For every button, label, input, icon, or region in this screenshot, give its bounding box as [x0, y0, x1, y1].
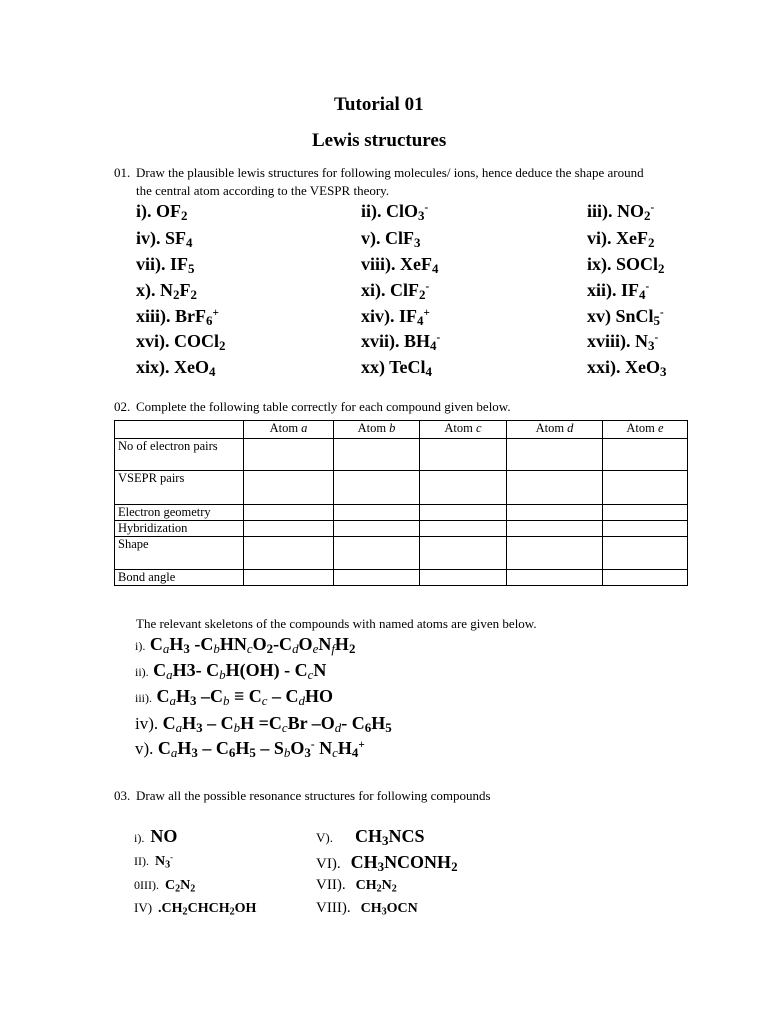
resonance-item: [134, 876, 195, 894]
formula-part: 2: [190, 287, 197, 303]
table-cell[interactable]: [334, 521, 420, 537]
formula-part: 5: [653, 313, 661, 329]
formula-part: 5: [249, 745, 256, 761]
formula-part: c: [281, 720, 288, 736]
formula-part: O: [298, 634, 313, 654]
formula-part: 3: [191, 745, 198, 761]
table-cell[interactable]: [334, 471, 420, 505]
formula-part: CH: [360, 901, 382, 916]
skeleton-label: iii).: [135, 691, 152, 705]
molecule-item: [361, 280, 429, 301]
formula-part: 6: [206, 313, 213, 329]
formula-part: 2: [182, 906, 188, 918]
formula-part: b: [283, 745, 291, 761]
formula-part: a: [169, 693, 176, 709]
table-corner-cell: [115, 421, 244, 439]
molecule-item: [361, 228, 420, 249]
molecule-item: [136, 280, 197, 301]
formula-part: HO: [304, 686, 333, 706]
table-cell[interactable]: [244, 521, 334, 537]
skeleton-intro: The relevant skeletons of the compounds with named atoms are given below.: [136, 616, 537, 631]
formula-part: c: [332, 745, 338, 761]
resonance-label: II).: [134, 854, 149, 868]
molecule-label: xx): [361, 357, 390, 377]
formula-part: 4: [431, 261, 439, 277]
molecule-label: xi).: [361, 280, 390, 300]
table-cell[interactable]: [507, 537, 603, 570]
formula-part: 2: [647, 235, 655, 251]
formula-part: e: [312, 641, 319, 657]
formula-part: -: [436, 331, 441, 344]
table-row-label: VSEPR pairs: [115, 471, 244, 505]
formula-part: 2: [181, 208, 188, 224]
formula-part: +: [358, 738, 365, 751]
formula-part: N: [635, 331, 648, 351]
formula-part: OF: [156, 201, 181, 221]
formula-part: - C: [341, 713, 365, 733]
formula-part: c: [307, 667, 314, 683]
molecule-item: [361, 331, 440, 352]
resonance-item: [134, 852, 173, 870]
formula-part: N: [313, 660, 327, 680]
table-header-row: [115, 421, 688, 439]
resonance-label: 0III).: [134, 878, 159, 892]
formula-part: 3: [418, 208, 425, 224]
table-cell[interactable]: [603, 505, 688, 521]
formula-part: a: [162, 641, 170, 657]
table-cell[interactable]: [334, 505, 420, 521]
skeleton-item: [135, 634, 355, 655]
molecule-item: [136, 228, 193, 249]
formula-part: 3: [381, 906, 387, 918]
formula-part: CH: [350, 852, 378, 872]
formula-part: H: [177, 738, 192, 758]
question-2-number: 02.: [114, 399, 131, 414]
resonance-item: [316, 876, 397, 894]
formula-part: H3- C: [172, 660, 220, 680]
page-title: Tutorial 01: [334, 94, 424, 115]
table-cell[interactable]: [603, 570, 688, 586]
molecule-label: vii).: [136, 254, 170, 274]
molecule-item: [587, 357, 666, 378]
formula-part: CH: [354, 826, 382, 846]
question-3-number: 03.: [114, 788, 131, 803]
formula-part: SOCl: [616, 254, 659, 274]
formula-part: H: [169, 634, 184, 654]
table-cell[interactable]: [507, 505, 603, 521]
skeleton-label: v).: [135, 739, 154, 758]
table-cell[interactable]: [507, 570, 603, 586]
table-header-letter: c: [476, 421, 482, 435]
formula-part: 4: [351, 745, 359, 761]
formula-part: BrF: [175, 306, 206, 326]
resonance-label: VII).: [316, 877, 346, 893]
table-header-letter: e: [658, 421, 664, 435]
resonance-label: i).: [134, 831, 145, 845]
table-cell[interactable]: [420, 570, 507, 586]
formula-part: HN: [219, 634, 247, 654]
molecule-label: xv): [587, 306, 616, 326]
resonance-item: [316, 826, 424, 847]
skeleton-label: ii).: [135, 665, 149, 679]
resonance-formula: [150, 826, 177, 846]
formula-part: 2: [190, 883, 196, 895]
molecule-label: ix).: [587, 254, 616, 274]
question-2-text: Complete the following table correctly for each compound given below.: [136, 399, 511, 414]
formula-part: C: [156, 686, 170, 706]
molecule-item: [136, 306, 219, 327]
formula-part: 2: [451, 859, 458, 875]
table-row: [115, 537, 688, 570]
question-1-text-line1: Draw the plausible lewis structures for following molecules/ ions, hence deduce the shape around: [136, 165, 644, 180]
formula-part: SF: [165, 228, 187, 248]
formula-part: ≡ C: [229, 686, 262, 706]
molecule-item: [587, 228, 654, 249]
formula-part: O: [290, 738, 305, 758]
molecule-item: [136, 201, 187, 222]
table-row-label: Hybridization: [115, 521, 244, 537]
formula-part: C: [149, 634, 163, 654]
skeleton-item: [135, 686, 333, 707]
molecule-label: ii).: [361, 201, 386, 221]
formula-part: c: [246, 641, 253, 657]
formula-part: f: [331, 641, 335, 657]
table-cell[interactable]: [603, 537, 688, 570]
formula-part: 2: [173, 287, 180, 303]
formula-part: 2: [348, 641, 356, 657]
table-row-label: Bond angle: [115, 570, 244, 586]
formula-part: CHCH: [187, 901, 230, 916]
formula-part: 4: [186, 235, 193, 251]
skeleton-item: [135, 713, 392, 734]
formula-part: d: [292, 641, 299, 657]
formula-part: OH: [234, 901, 257, 916]
table-cell[interactable]: [603, 439, 688, 471]
table-cell[interactable]: [334, 537, 420, 570]
table-cell[interactable]: [603, 521, 688, 537]
formula-part: XeF: [400, 254, 432, 274]
table-header-letter: d: [567, 421, 574, 435]
formula-part: 4: [209, 364, 216, 380]
resonance-formula: [155, 854, 173, 869]
formula-part: H: [371, 713, 386, 733]
molecule-label: viii).: [361, 254, 400, 274]
formula-part: a: [166, 667, 173, 683]
formula-part: b: [213, 641, 220, 657]
formula-part: BH: [404, 331, 431, 351]
table-cell[interactable]: [603, 471, 688, 505]
molecule-item: [136, 254, 194, 275]
formula-part: N: [381, 878, 392, 893]
molecule-label: xxi).: [587, 357, 625, 377]
formula-part: 6: [228, 745, 236, 761]
formula-part: b: [233, 720, 241, 736]
table-cell[interactable]: [507, 471, 603, 505]
molecule-item: [587, 201, 654, 222]
table-cell[interactable]: [420, 439, 507, 471]
table-header-atom-a: [244, 421, 334, 439]
formula-part: N: [160, 280, 173, 300]
formula-part: – C: [202, 713, 234, 733]
table-cell[interactable]: [420, 537, 507, 570]
resonance-item: [316, 852, 458, 873]
formula-part: 3: [165, 859, 171, 871]
resonance-item: [316, 899, 418, 917]
table-cell[interactable]: [244, 537, 334, 570]
molecule-label: v).: [361, 228, 385, 248]
formula-part: 6: [364, 720, 372, 736]
formula-part: 3: [660, 364, 667, 380]
formula-part: OCN: [386, 901, 418, 916]
formula-part: 3: [190, 693, 197, 709]
formula-part: b: [222, 693, 230, 709]
question-3-text: Draw all the possible resonance structures for following compounds: [136, 788, 491, 803]
answer-table: [114, 420, 688, 586]
formula-part: N: [155, 854, 166, 869]
table-cell[interactable]: [244, 439, 334, 471]
formula-part: F: [179, 280, 191, 300]
skeleton-item: [135, 660, 326, 681]
formula-part: d: [298, 693, 305, 709]
resonance-formula: [165, 878, 195, 893]
resonance-label: VIII).: [316, 900, 351, 916]
molecule-label: x).: [136, 280, 160, 300]
table-header-letter: a: [301, 421, 308, 435]
formula-part: 2: [219, 338, 226, 354]
formula-part: IF: [399, 306, 417, 326]
molecule-item: [136, 331, 225, 352]
formula-part: H: [235, 738, 250, 758]
formula-part: – C: [267, 686, 299, 706]
table-row-label: Shape: [115, 537, 244, 570]
formula-part: H: [182, 713, 197, 733]
molecule-label: i).: [136, 201, 156, 221]
formula-part: a: [175, 720, 183, 736]
table-cell[interactable]: [507, 521, 603, 537]
formula-part: -: [170, 852, 174, 863]
formula-part: N: [314, 738, 333, 758]
formula-part: H(OH) - C: [225, 660, 308, 680]
formula-part: 3: [183, 641, 190, 657]
resonance-formula: [361, 901, 418, 916]
skeleton-label: i).: [135, 639, 146, 653]
resonance-label: V).: [316, 830, 333, 845]
skeleton-label: iv).: [135, 714, 159, 733]
formula-part: N: [318, 634, 332, 654]
table-cell[interactable]: [334, 570, 420, 586]
table-header-prefix: Atom: [626, 421, 659, 435]
formula-part: NO: [617, 201, 644, 221]
table-row: [115, 570, 688, 586]
formula-part: – S: [255, 738, 284, 758]
table-row: [115, 505, 688, 521]
formula-part: -: [310, 738, 315, 751]
table-cell[interactable]: [420, 505, 507, 521]
formula-part: 4: [639, 287, 646, 303]
table-cell[interactable]: [244, 505, 334, 521]
table-row: [115, 439, 688, 471]
formula-part: 4: [425, 364, 432, 380]
molecule-item: [361, 306, 430, 327]
formula-part: H: [175, 686, 190, 706]
question-1-number: 01.: [114, 165, 131, 180]
formula-part: XeO: [625, 357, 660, 377]
formula-part: XeO: [174, 357, 209, 377]
formula-part: CH: [355, 878, 377, 893]
formula-part: 5: [188, 261, 195, 277]
page-subtitle: Lewis structures: [312, 130, 447, 151]
table-header-prefix: Atom: [535, 421, 568, 435]
molecule-label: xiv).: [361, 306, 399, 326]
table-cell[interactable]: [334, 439, 420, 471]
formula-part: 2: [229, 906, 235, 918]
table-cell[interactable]: [507, 439, 603, 471]
table-cell[interactable]: [244, 471, 334, 505]
molecule-label: xvii).: [361, 331, 404, 351]
molecule-item: [587, 331, 658, 352]
formula-part: 3: [381, 833, 389, 849]
formula-part: -: [424, 201, 429, 214]
formula-part: 2: [266, 641, 274, 657]
table-header-prefix: Atom: [444, 421, 477, 435]
formula-part: H: [337, 738, 352, 758]
molecule-item: [587, 254, 665, 275]
resonance-label: VI).: [316, 856, 341, 872]
resonance-formula: [350, 852, 458, 875]
table-header-atom-d: [507, 421, 603, 439]
formula-part: ClO: [386, 201, 419, 221]
formula-part: +: [423, 306, 430, 319]
resonance-formula: [354, 826, 425, 849]
table-row-label: No of electron pairs: [115, 439, 244, 471]
formula-part: 2: [175, 883, 181, 895]
formula-part: 5: [385, 720, 392, 736]
formula-part: +: [212, 306, 219, 319]
molecule-label: xii).: [587, 280, 621, 300]
formula-part: N: [180, 878, 191, 893]
resonance-label: IV): [134, 900, 153, 915]
formula-part: .CH: [158, 901, 183, 916]
table-header-atom-c: [420, 421, 507, 439]
formula-part: IF: [621, 280, 639, 300]
molecule-label: xvi).: [136, 331, 174, 351]
formula-part: -C: [189, 634, 214, 654]
table-row: [115, 471, 688, 505]
formula-part: 2: [644, 208, 651, 224]
resonance-formula: [356, 878, 397, 893]
formula-part: 3: [304, 745, 311, 761]
formula-part: 3: [648, 338, 655, 354]
table-header-letter: b: [389, 421, 396, 435]
formula-part: H: [334, 634, 349, 654]
formula-part: -C: [273, 634, 293, 654]
molecule-label: iv).: [136, 228, 165, 248]
formula-part: -: [425, 280, 430, 293]
table-header-prefix: Atom: [269, 421, 302, 435]
molecule-label: xix).: [136, 357, 174, 377]
formula-part: c: [261, 693, 268, 709]
skeleton-item: [135, 738, 365, 759]
formula-part: 2: [391, 883, 397, 895]
formula-part: 3: [414, 235, 421, 251]
molecule-item: [361, 357, 432, 378]
formula-part: NCS: [388, 826, 425, 846]
table-header-prefix: Atom: [357, 421, 390, 435]
formula-part: NCONH: [384, 852, 452, 872]
formula-part: C: [157, 738, 171, 758]
formula-part: C: [153, 660, 167, 680]
molecule-label: xviii).: [587, 331, 635, 351]
formula-part: O: [252, 634, 267, 654]
formula-part: H =C: [240, 713, 282, 733]
question-1-text-line2: the central atom according to the VESPR theory.: [136, 183, 390, 198]
table-cell[interactable]: [420, 521, 507, 537]
formula-part: a: [170, 745, 178, 761]
formula-part: TeCl: [389, 357, 426, 377]
formula-part: 4: [417, 313, 424, 329]
formula-part: -: [654, 331, 659, 344]
formula-part: 3: [377, 859, 385, 875]
table-cell[interactable]: [420, 471, 507, 505]
molecule-item: [361, 254, 438, 275]
table-header-atom-b: [334, 421, 420, 439]
formula-part: -: [660, 306, 664, 319]
formula-part: ClF: [385, 228, 414, 248]
formula-part: –C: [196, 686, 223, 706]
molecule-item: [587, 280, 649, 301]
formula-part: C: [162, 713, 176, 733]
formula-part: NO: [150, 826, 178, 846]
resonance-formula: [158, 901, 256, 916]
formula-part: C: [164, 878, 176, 893]
formula-part: 3: [196, 720, 203, 736]
formula-part: 2: [419, 287, 426, 303]
molecule-item: [587, 306, 664, 327]
resonance-item: [134, 826, 177, 847]
formula-part: -: [645, 280, 650, 293]
formula-part: SnCl: [615, 306, 654, 326]
table-header-atom-e: [603, 421, 688, 439]
formula-part: IF: [170, 254, 188, 274]
table-row-label: Electron geometry: [115, 505, 244, 521]
formula-part: d: [334, 720, 342, 736]
molecule-item: [136, 357, 215, 378]
formula-part: – C: [197, 738, 229, 758]
resonance-item: [134, 899, 256, 917]
formula-part: 2: [376, 883, 382, 895]
formula-part: -: [650, 201, 655, 214]
table-cell[interactable]: [244, 570, 334, 586]
formula-part: 2: [658, 261, 665, 277]
formula-part: 4: [430, 338, 437, 354]
molecule-label: xiii).: [136, 306, 175, 326]
formula-part: ClF: [390, 280, 419, 300]
formula-part: COCl: [174, 331, 219, 351]
molecule-item: [361, 201, 428, 222]
formula-part: XeF: [616, 228, 648, 248]
table-row: [115, 521, 688, 537]
molecule-label: iii).: [587, 201, 617, 221]
molecule-label: vi).: [587, 228, 616, 248]
formula-part: Br –O: [287, 713, 335, 733]
formula-part: b: [219, 667, 226, 683]
